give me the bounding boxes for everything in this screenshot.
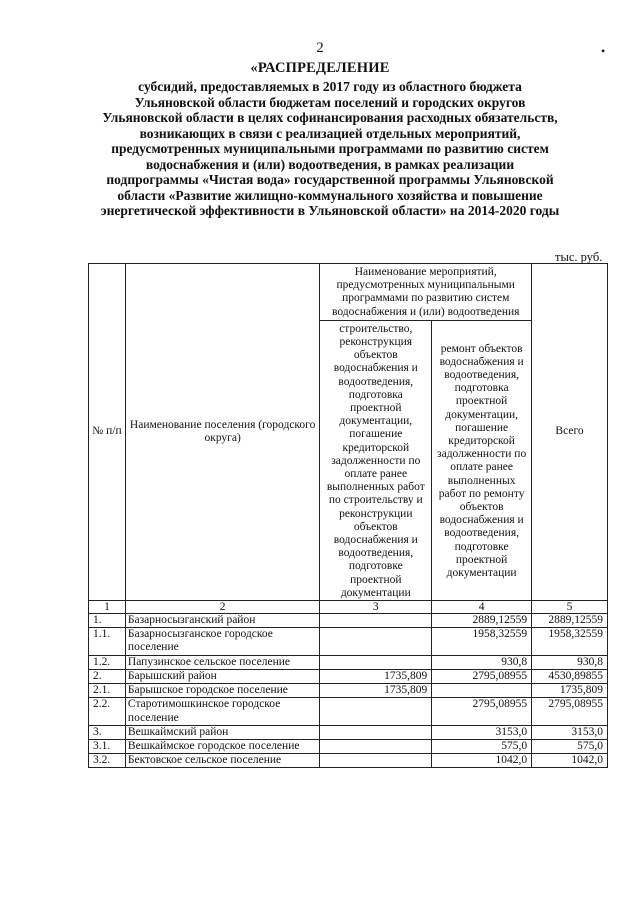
subtitle-line: подпрограммы «Чистая вода» государственной программы Ульяновской bbox=[106, 172, 554, 187]
subtitle-line: Ульяновской области бюджетам поселений и городских округов bbox=[134, 94, 526, 110]
settlement-name: Барышский район bbox=[125, 669, 319, 683]
construction-amount bbox=[320, 655, 432, 669]
row-number: 1. bbox=[89, 614, 126, 628]
repair-amount: 930,8 bbox=[432, 655, 532, 669]
total-amount: 4530,89855 bbox=[532, 669, 608, 683]
repair-amount: 1958,32559 bbox=[432, 628, 532, 655]
row-number: 1.1. bbox=[89, 628, 126, 655]
table-row bbox=[89, 655, 608, 669]
row-number: 1.2. bbox=[89, 655, 126, 669]
row-number: 2. bbox=[89, 669, 126, 683]
row-number: 2.1. bbox=[89, 684, 126, 698]
settlement-name: Вешкаймское городское поселение bbox=[125, 739, 319, 753]
header-activities-group: Наименование мероприятий, предусмотренных муниципальными программами по развитию систем водоснабжения и (или) водоотведения bbox=[320, 264, 532, 321]
column-numbers-row bbox=[89, 601, 608, 614]
construction-amount bbox=[320, 698, 432, 725]
settlement-name: Папузинское сельское поселение bbox=[125, 655, 319, 669]
repair-amount: 575,0 bbox=[432, 739, 532, 753]
document-subtitle bbox=[70, 79, 590, 219]
header-total: Всего bbox=[532, 264, 608, 601]
header-name: Наименование поселения (городского округа) bbox=[125, 264, 319, 601]
settlement-name: Барышское городское поселение bbox=[125, 684, 319, 698]
table-row bbox=[89, 698, 608, 725]
settlement-name: Бектовское сельское поселение bbox=[125, 754, 319, 768]
total-amount: 2795,08955 bbox=[532, 698, 608, 725]
construction-amount bbox=[320, 725, 432, 739]
settlement-name: Базарносызганский район bbox=[125, 614, 319, 628]
settlement-name: Вешкаймский район bbox=[125, 725, 319, 739]
total-amount: 1042,0 bbox=[532, 754, 608, 768]
table-row bbox=[89, 754, 608, 768]
repair-amount: 2795,08955 bbox=[432, 698, 532, 725]
subtitle-line: области «Развитие жилищно-коммунального хозяйства и повышение bbox=[117, 187, 543, 203]
construction-amount bbox=[320, 754, 432, 768]
repair-amount bbox=[432, 684, 532, 698]
header-num: № п/п bbox=[89, 264, 126, 601]
total-amount: 3153,0 bbox=[532, 725, 608, 739]
row-number: 2.2. bbox=[89, 698, 126, 725]
table-row bbox=[89, 669, 608, 683]
header-repair: ремонт объектов водоснабжения и водоотведения, подготовка проектной документации, погашение кредиторской задолженности по оплате ранее выполненных работ по ремонту объектов водоснабжения и водоотведения, подготовке проектной документации bbox=[432, 320, 532, 600]
construction-amount bbox=[320, 614, 432, 628]
margin-mark: • bbox=[601, 44, 606, 58]
construction-amount: 1735,809 bbox=[320, 684, 432, 698]
table-row bbox=[89, 628, 608, 655]
column-number: 3 bbox=[320, 601, 432, 614]
column-number: 1 bbox=[89, 601, 126, 614]
subtitle-line: энергетической эффективности в Ульяновской области» на 2014-2020 годы bbox=[100, 203, 560, 218]
construction-amount bbox=[320, 628, 432, 655]
subtitle-line: водоснабжения и (или) водоотведения, в рамках реализации bbox=[145, 156, 515, 172]
table-row bbox=[89, 739, 608, 753]
row-number: 3. bbox=[89, 725, 126, 739]
construction-amount: 1735,809 bbox=[320, 669, 432, 683]
subtitle-line: возникающих в связи с реализацией отдельных мероприятий, bbox=[139, 125, 521, 141]
document-title: «РАСПРЕДЕЛЕНИЕ bbox=[250, 60, 390, 76]
table-row bbox=[89, 725, 608, 739]
column-number: 2 bbox=[125, 601, 319, 614]
repair-amount: 2795,08955 bbox=[432, 669, 532, 683]
subsidy-table bbox=[88, 263, 608, 768]
table-row bbox=[89, 614, 608, 628]
settlement-name: Старотимошкинское городское поселение bbox=[125, 698, 319, 725]
page-number: 2 bbox=[316, 40, 324, 56]
column-number: 5 bbox=[532, 601, 608, 614]
total-amount: 1958,32559 bbox=[532, 628, 608, 655]
total-amount: 1735,809 bbox=[532, 684, 608, 698]
construction-amount bbox=[320, 739, 432, 753]
row-number: 3.2. bbox=[89, 754, 126, 768]
row-number: 3.1. bbox=[89, 739, 126, 753]
column-number: 4 bbox=[432, 601, 532, 614]
settlement-name: Базарносызганское городское поселение bbox=[125, 628, 319, 655]
total-amount: 2889,12559 bbox=[532, 614, 608, 628]
total-amount: 575,0 bbox=[532, 739, 608, 753]
subtitle-line: Ульяновской области в целях софинансирования расходных обязательств, bbox=[102, 110, 558, 125]
table-row bbox=[89, 684, 608, 698]
repair-amount: 3153,0 bbox=[432, 725, 532, 739]
subtitle-line: субсидий, предоставляемых в 2017 году из областного бюджета bbox=[138, 79, 522, 94]
repair-amount: 2889,12559 bbox=[432, 614, 532, 628]
repair-amount: 1042,0 bbox=[432, 754, 532, 768]
units-label: тыс. руб. bbox=[555, 250, 603, 264]
total-amount: 930,8 bbox=[532, 655, 608, 669]
header-construction: строительство, реконструкция объектов водоснабжения и водоотведения, подготовка проектной документации, погашение кредиторской задолженности по оплате ранее выполненных работ по строительству и реконструкции объектов водоснабжения и водоотведения, подготовке проектной документации bbox=[320, 320, 432, 600]
subtitle-line: предусмотренных муниципальными программами по развитию систем bbox=[111, 141, 549, 156]
